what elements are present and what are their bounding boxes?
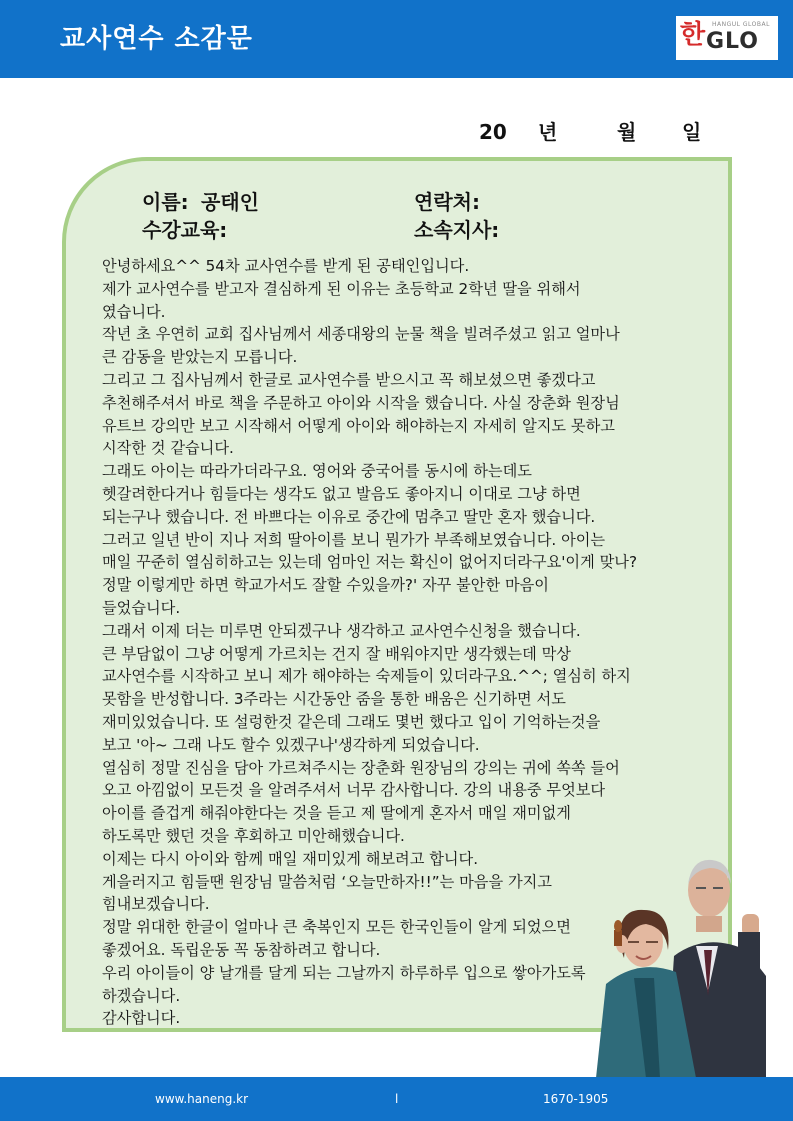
page-footer xyxy=(0,1077,793,1121)
letter-line: 였습니다. xyxy=(102,302,166,321)
date-year-prefix: 20 xyxy=(479,120,507,144)
logo-han-mark: 한 xyxy=(680,20,706,50)
letter-line: 큰 부담없이 그냥 어떻게 가르치는 건지 잘 배워야지만 생각했는데 막상 xyxy=(102,644,571,663)
letter-line: 우리 아이들이 양 날개를 달게 되는 그날까지 하루하루 입으로 쌓아가도록 xyxy=(102,963,586,982)
letter-line: 게을러지고 힘들땐 원장님 말씀처럼 ‘오늘만하자!!”는 마음을 가지고 xyxy=(102,872,552,891)
letter-line: 정말 이렇게만 하면 학교가서도 잘할 수있을까?' 자꾸 불안한 마음이 xyxy=(102,576,549,595)
letter-line: 하도록만 했던 것을 후회하고 미안해했습니다. xyxy=(102,826,405,845)
letter-line: 감사합니다. xyxy=(102,1009,181,1028)
logo-wordmark: GLO xyxy=(706,29,759,54)
logo-tagline: HANGUL GLOBAL xyxy=(712,21,770,28)
date-month-unit: 월 xyxy=(617,120,637,144)
letter-line: 그러고 일년 반이 지나 저희 딸아이를 보니 뭔가가 부족해보였습니다. 아이는 xyxy=(102,530,606,549)
letter-line: 헷갈려한다거나 힘들다는 생각도 없고 발음도 좋아지니 이대로 그냥 하면 xyxy=(102,484,581,503)
letter-line: 큰 감동을 받았는지 모릅니다. xyxy=(102,348,298,367)
letter-line: 재미있었습니다. 또 설렁한것 같은데 그래도 몇번 했다고 입이 기억하는것을 xyxy=(102,712,601,731)
letter-line: 교사연수를 시작하고 보니 제가 해야하는 숙제들이 있더라구요.^^; 열심히 하지 xyxy=(102,667,631,686)
branch-label: 소속지사: xyxy=(414,218,500,242)
letter-line: 추천해주셔서 바로 책을 주문하고 아이와 시작을 했습니다. 사실 장춘화 원장님 xyxy=(102,393,620,412)
letter-line: 하겠습니다. xyxy=(102,986,181,1005)
letter-line: 이제는 다시 아이와 함께 매일 재미있게 해보려고 합니다. xyxy=(102,849,479,868)
letter-line: 안녕하세요^^ 54차 교사연수를 받게 된 공태인입니다. xyxy=(102,257,470,275)
name-value: 공태인 xyxy=(201,190,259,214)
letter-line: 들었습니다. xyxy=(102,598,181,617)
letter-line: 그래도 아이는 따라가더라구요. 영어와 중국어를 동시에 하는데도 xyxy=(102,462,532,481)
letter-line: 열심히 정말 진심을 담아 가르쳐주시는 장춘화 원장님의 강의는 귀에 쏙쏙 들어 xyxy=(102,758,620,777)
date-year-unit: 년 xyxy=(538,120,558,144)
letter-line: 그래서 이제 더는 미루면 안되겠구나 생각하고 교사연수신청을 했습니다. xyxy=(102,621,581,640)
name-label: 이름: xyxy=(142,190,189,214)
letter-line: 좋겠어요. 독립운동 꼭 동참하려고 합니다. xyxy=(102,940,381,959)
letter-line: 그리고 그 집사님께서 한글로 교사연수를 받으시고 꼭 해보셨으면 좋겠다고 xyxy=(102,370,596,389)
letter-line: 유트브 강의만 보고 시작해서 어떻게 아이와 해야하는지 자세히 알지도 못하고 xyxy=(102,416,615,435)
letter-line: 제가 교사연수를 받고자 결심하게 된 이유는 초등학교 2학년 딸을 위해서 xyxy=(102,279,581,298)
letter-line: 오고 아낌없이 모든것 을 알려주셔서 너무 감사합니다. 강의 내용중 무엇보다 xyxy=(102,781,606,800)
letter-line: 정말 위대한 한글이 얼마나 큰 축복인지 모든 한국인들이 알게 되었으면 xyxy=(102,918,571,937)
contact-label: 연락처: xyxy=(414,190,480,214)
footer-separator: l xyxy=(395,1092,399,1106)
instructors-photo xyxy=(596,846,766,1078)
course-label: 수강교육: xyxy=(142,218,228,242)
letter-line: 아이를 즐겁게 해줘야한다는 것을 듣고 제 딸에게 혼자서 매일 재미없게 xyxy=(102,804,571,823)
letter-line: 힘내보겠습니다. xyxy=(102,895,210,914)
footer-website: www.haneng.kr xyxy=(155,1092,249,1106)
page-title: 교사연수 소감문 xyxy=(60,24,253,54)
letter-line: 보고 '아~ 그래 나도 할수 있겠구나'생각하게 되었습니다. xyxy=(102,735,480,754)
page-header xyxy=(0,0,793,78)
footer-phone: 1670-1905 xyxy=(543,1092,609,1106)
date-day-unit: 일 xyxy=(682,120,702,144)
letter-line: 못함을 반성합니다. 3주라는 시간동안 줌을 통한 배움은 신기하면 서도 xyxy=(102,690,566,709)
letter-line: 작년 초 우연히 교회 집사님께서 세종대왕의 눈물 책을 빌려주셨고 읽고 얼마나 xyxy=(102,325,620,344)
letter-line: 시작한 것 같습니다. xyxy=(102,439,234,458)
letter-line: 매일 꾸준히 열심히하고는 있는데 엄마인 저는 확신이 없어지더라구요'이게 맞나? xyxy=(102,553,638,572)
hanglo-logo xyxy=(676,16,778,60)
letter-line: 되는구나 했습니다. 전 바쁘다는 이유로 중간에 멈추고 딸만 혼자 했습니다. xyxy=(102,507,596,526)
